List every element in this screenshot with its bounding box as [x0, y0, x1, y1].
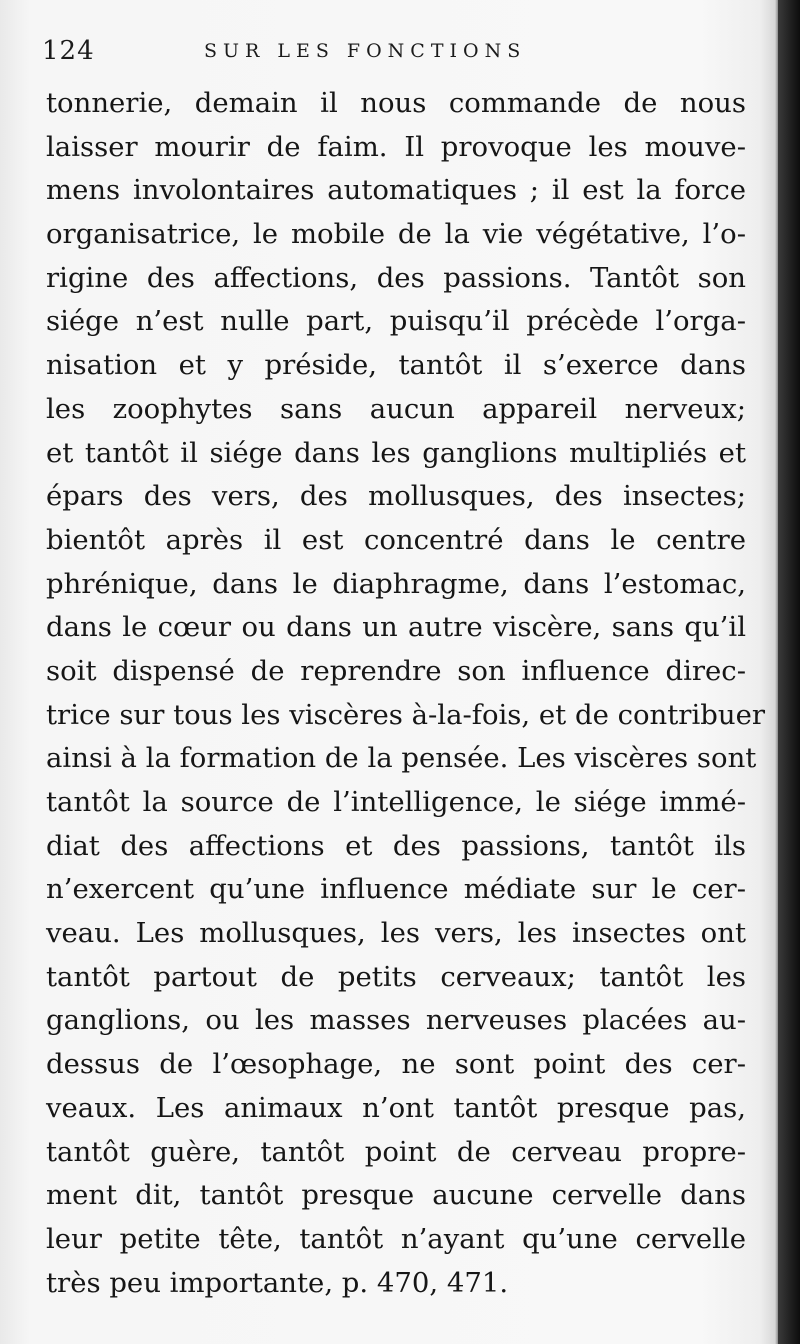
- text-line: tantôt la source de l’intelligence, le siége immé-: [46, 786, 746, 818]
- text-line: siége n’est nulle part, puisqu’il précède l’orga-: [46, 305, 746, 338]
- text-line: trice sur tous les viscères à-la-fois, et de contribuer: [46, 698, 765, 731]
- page-number: 124: [42, 36, 95, 66]
- text-line: dessus de l’œsophage, ne sont point des cer-: [46, 1048, 746, 1081]
- text-line: très peu importante, p. 470, 471.: [46, 1266, 509, 1299]
- text-line: et tantôt il siége dans les ganglions multipliés et: [46, 436, 746, 469]
- body-text: [46, 82, 765, 1305]
- text-line: laisser mourir de faim. Il provoque les mouve-: [46, 130, 746, 163]
- text-line: phrénique, dans le diaphragme, dans l’estomac,: [46, 567, 746, 600]
- text-line: leur petite tête, tantôt n’ayant qu’une cervelle: [46, 1222, 746, 1255]
- text-line: ganglions, ou les masses nerveuses placées au-: [46, 1004, 746, 1037]
- text-line: tantôt partout de petits cerveaux; tantôt les: [46, 960, 746, 993]
- book-spine-edge: [778, 0, 800, 1344]
- text-line: tantôt guère, tantôt point de cerveau propre-: [46, 1135, 746, 1168]
- text-line: ment dit, tantôt presque aucune cervelle dans: [46, 1179, 746, 1212]
- text-line: rigine des affections, des passions. Tantôt son: [46, 261, 746, 294]
- running-head-title: SUR LES FONCTIONS: [204, 40, 527, 62]
- text-line: tonnerie, demain il nous commande de nous: [46, 87, 746, 119]
- text-line: nisation et y préside, tantôt il s’exerce dans: [46, 349, 746, 382]
- running-head: [42, 36, 742, 76]
- text-line: soit dispensé de reprendre son influence direc-: [46, 654, 746, 687]
- text-line: mens involontaires automatiques ; il est la force: [46, 174, 746, 207]
- text-line: dans le cœur ou dans un autre viscère, sans qu’il: [46, 611, 746, 644]
- text-line: veaux. Les animaux n’ont tantôt presque pas,: [46, 1091, 746, 1124]
- text-line: les zoophytes sans aucun appareil nerveux;: [46, 392, 746, 425]
- text-line: épars des vers, des mollusques, des insectes;: [46, 480, 746, 513]
- text-line: organisatrice, le mobile de la vie végétative, l’o-: [46, 218, 746, 251]
- text-line: bientôt après il est concentré dans le centre: [46, 523, 746, 556]
- text-line: veau. Les mollusques, les vers, les insectes ont: [46, 917, 746, 950]
- text-line: n’exercent qu’une influence médiate sur le cer-: [46, 873, 746, 906]
- text-line: ainsi à la formation de la pensée. Les viscères sont: [46, 742, 757, 775]
- text-line: diat des affections et des passions, tantôt ils: [46, 829, 746, 862]
